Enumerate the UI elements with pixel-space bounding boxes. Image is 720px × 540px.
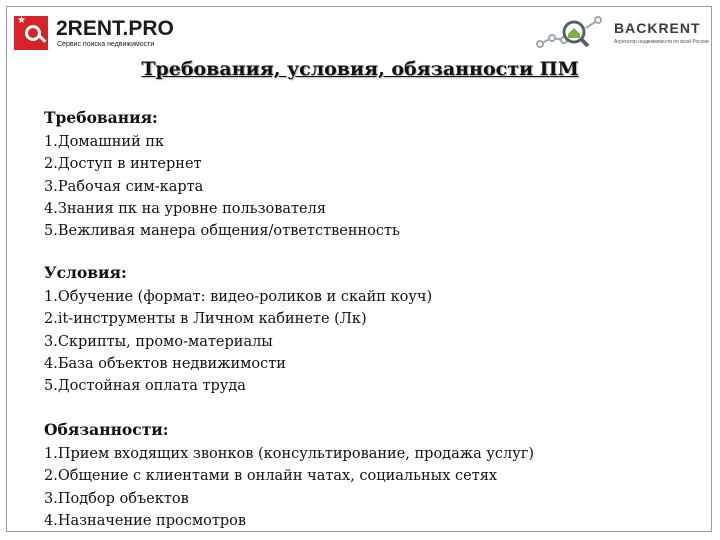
- 2rent-tagline: Сервис поиска недвижимости: [57, 40, 155, 48]
- list-item: 3.Рабочая сим-карта: [44, 178, 204, 195]
- 2rent-logo: [14, 16, 174, 50]
- list-item: 2.Доступ в интернет: [44, 156, 202, 173]
- list-item: 3.Скрипты, промо-материалы: [44, 333, 273, 350]
- list-item: 4.База объектов недвижимости: [44, 355, 286, 372]
- duties-section: [44, 420, 534, 532]
- requirements-list: [44, 131, 400, 242]
- conditions-list: [44, 286, 432, 397]
- list-item: 2.Общение с клиентами в онлайн чатах, социальных сетях: [44, 468, 498, 485]
- section-heading: Обязанности:: [44, 420, 169, 439]
- duties-list: [44, 443, 534, 532]
- conditions-section: [44, 263, 432, 397]
- backrent-network-icon: [534, 14, 614, 54]
- list-item: 3.Подбор объектов: [44, 490, 189, 507]
- section-heading: Условия:: [44, 263, 127, 282]
- list-item: 5.Достойная оплата труда: [44, 378, 246, 395]
- backrent-logo: [534, 14, 710, 54]
- requirements-section: [44, 108, 400, 242]
- 2rent-brand-name: 2RENT.PRO: [56, 16, 174, 40]
- list-item: 1.Домашний пк: [44, 134, 165, 150]
- list-item: 1.Обучение (формат: видео-роликов и скайп коуч): [44, 289, 433, 305]
- section-heading: Требования:: [44, 108, 158, 127]
- list-item: 4.Назначение просмотров: [44, 512, 247, 529]
- slide-title: Требования, условия, обязанности ПМ: [141, 58, 579, 80]
- list-item: 4.Знания пк на уровне пользователя: [44, 200, 326, 217]
- 2rent-logo-icon: [14, 16, 48, 50]
- star-icon: ★: [17, 15, 26, 26]
- magnifier-icon: [25, 25, 41, 41]
- list-item: 1.Прием входящих звонков (консультирование, продажа услуг): [44, 446, 534, 462]
- list-item: 5.Вежливая манера общения/ответственность: [44, 223, 400, 240]
- backrent-brand-name: BACKRENT: [614, 20, 701, 36]
- list-item: 2.it-инструменты в Личном кабинете (Лк): [44, 311, 367, 328]
- backrent-tagline: Агрегатор недвижимости по всей России: [614, 39, 709, 45]
